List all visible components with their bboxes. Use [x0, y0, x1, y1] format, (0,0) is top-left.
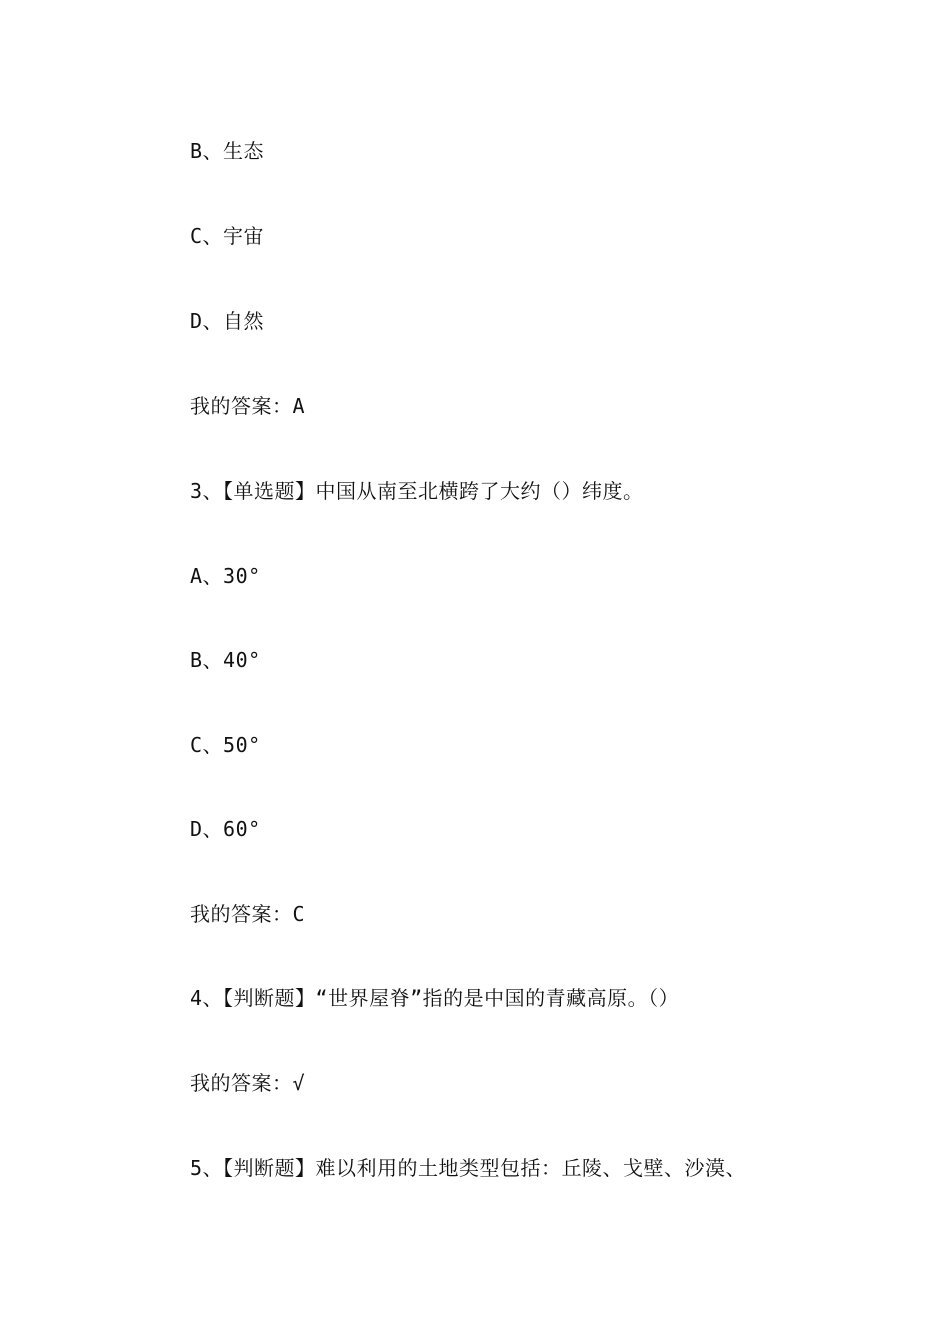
question-5: 5、【判断题】难以利用的土地类型包括：丘陵、戈壁、沙漠、	[190, 1156, 747, 1180]
question-4: 4、【判断题】“世界屋脊”指的是中国的青藏高原。（）	[190, 986, 680, 1010]
question-3: 3、【单选题】中国从南至北横跨了大约（）纬度。	[190, 479, 644, 503]
q3-option-c: C、50°	[190, 733, 261, 757]
option-d-prev: D、自然	[190, 309, 265, 333]
option-c-prev: C、宇宙	[190, 224, 265, 248]
answer-q2: 我的答案：A	[190, 394, 306, 418]
q3-option-d: D、60°	[190, 817, 261, 841]
q3-option-a: A、30°	[190, 564, 261, 588]
answer-q3: 我的答案：C	[190, 902, 306, 926]
option-b-prev: B、生态	[190, 139, 265, 163]
q3-option-b: B、40°	[190, 648, 261, 672]
answer-q4: 我的答案：√	[190, 1071, 306, 1095]
